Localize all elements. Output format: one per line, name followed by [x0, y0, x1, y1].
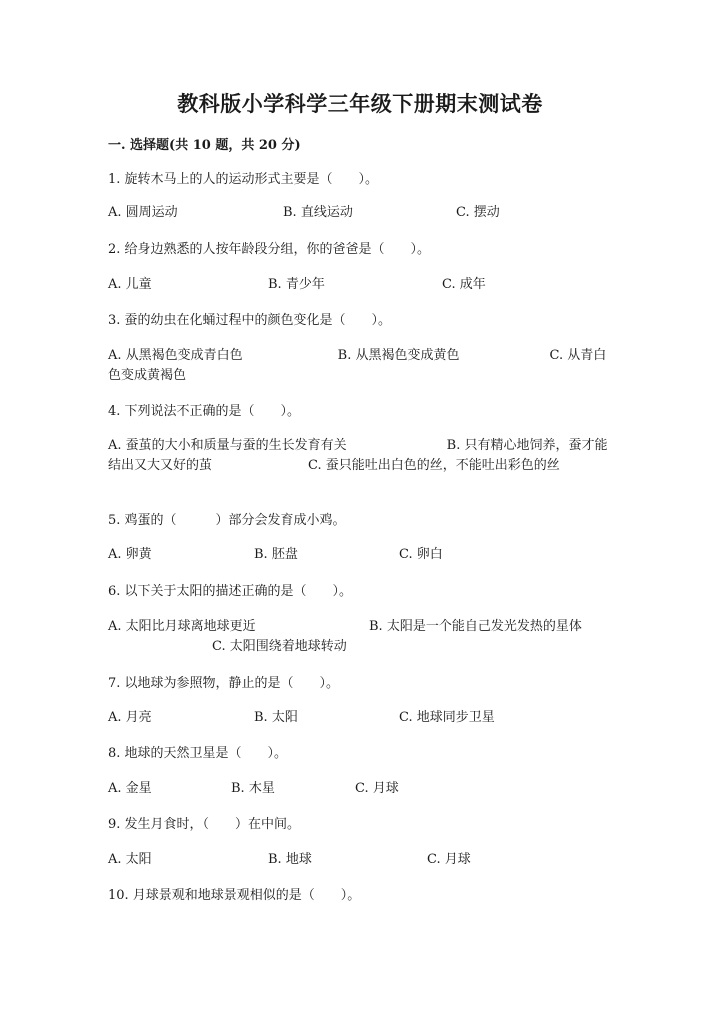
question-4-stem: 4. 下列说法不正确的是（ ）。: [108, 404, 301, 419]
question-8-option-a: A. 金星: [108, 781, 152, 796]
question-7-option-b: B. 太阳: [254, 710, 298, 725]
question-2-stem: 2. 给身边熟悉的人按年龄段分组，你的爸爸是（ ）。: [108, 242, 431, 257]
question-9-option-c: C. 月球: [427, 852, 471, 867]
question-7-option-c: C. 地球同步卫星: [399, 710, 495, 725]
question-9-option-b: B. 地球: [268, 852, 312, 867]
question-3-stem: 3. 蚕的幼虫在化蛹过程中的颜色变化是（ ）。: [108, 313, 392, 328]
question-4-option-c: C. 蚕只能吐出白色的丝，不能吐出彩色的丝: [308, 458, 560, 473]
question-8-option-c: C. 月球: [355, 781, 399, 796]
question-1-option-a: A. 圆周运动: [108, 205, 178, 220]
question-3-option-c: C. 从青白色变成黄褐色: [108, 348, 607, 383]
question-6-option-a: A. 太阳比月球离地球更近: [108, 619, 256, 634]
question-7-stem: 7. 以地球为参照物，静止的是（ ）。: [108, 676, 340, 691]
question-3-options: [108, 346, 612, 388]
question-6-options: [108, 617, 612, 659]
question-9-stem: 9. 发生月食时，（ ）在中间。: [108, 817, 301, 832]
question-4-option-a: A. 蚕茧的大小和质量与蚕的生长发育有关: [108, 438, 347, 453]
question-6-stem: 6. 以下关于太阳的描述正确的是（ ）。: [108, 584, 353, 599]
question-6-option-b: B. 太阳是一个能自己发光发热的星体: [369, 619, 582, 634]
question-2-option-a: A. 儿童: [108, 277, 152, 292]
section-heading: 一. 选择题(共 10 题，共 20 分): [108, 138, 301, 153]
question-9-option-a: A. 太阳: [108, 852, 152, 867]
question-5-stem: 5. 鸡蛋的（ ）部分会发育成小鸡。: [108, 513, 346, 528]
question-2-option-b: B. 青少年: [268, 277, 325, 292]
question-10-stem: 10. 月球景观和地球景观相似的是（ ）。: [108, 888, 361, 903]
question-6-option-c: C. 太阳围绕着地球转动: [212, 639, 347, 654]
question-3-option-b: B. 从黑褐色变成黄色: [337, 348, 460, 363]
question-4-option-b: B. 只有精心地饲养，蚕才能结出又大又好的茧: [108, 438, 608, 473]
question-5-option-b: B. 胚盘: [254, 547, 298, 562]
question-5-option-c: C. 卵白: [399, 547, 443, 562]
question-1-option-c: C. 摆动: [456, 205, 500, 220]
question-8-stem: 8. 地球的天然卫星是（ ）。: [108, 746, 288, 761]
question-8-option-b: B. 木星: [231, 781, 275, 796]
question-3-option-a: A. 从黑褐色变成青白色: [108, 348, 243, 363]
question-7-option-a: A. 月亮: [108, 710, 152, 725]
question-5-option-a: A. 卵黄: [108, 547, 152, 562]
question-1-stem: 1. 旋转木马上的人的运动形式主要是（ ）。: [108, 172, 379, 187]
question-2-option-c: C. 成年: [442, 277, 486, 292]
question-1-option-b: B. 直线运动: [283, 205, 353, 220]
question-4-options: [108, 436, 612, 498]
exam-title: 教科版小学科学三年级下册期末测试卷: [177, 91, 543, 116]
